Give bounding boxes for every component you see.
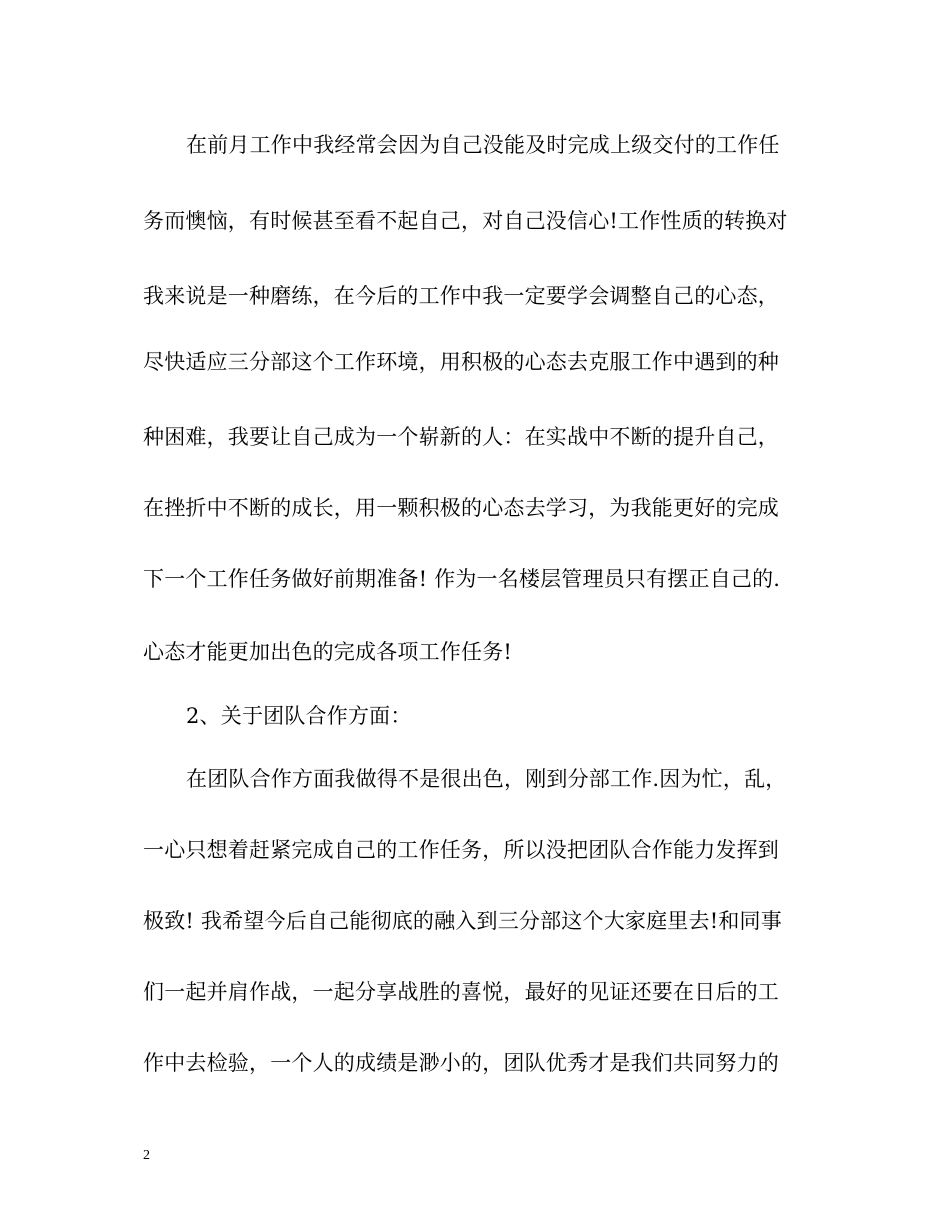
paragraph-line: 务而懊恼，有时候甚至看不起自己，对自己没信心!工作性质的转换对 — [143, 209, 788, 233]
page-number: 2 — [143, 1148, 150, 1163]
paragraph-line: 在团队合作方面我做得不是很出色，刚到分部工作.因为忙，乱， — [186, 767, 787, 791]
paragraph-line: 一心只想着赶紧完成自己的工作任务，所以没把团队合作能力发挥到 — [143, 838, 779, 862]
paragraph-line: 在挫折中不断的成长，用一颗积极的心态去学习，为我能更好的完成 — [143, 496, 779, 520]
paragraph-line: 作中去检验，一个人的成绩是渺小的，团队优秀才是我们共同努力的 — [143, 1051, 779, 1075]
paragraph-line: 种困难，我要让自己成为一个崭新的人：在实战中不断的提升自己， — [143, 425, 779, 449]
paragraph-line: 在前月工作中我经常会因为自己没能及时完成上级交付的工作任 — [186, 133, 780, 157]
paragraph-line: 心态才能更加出色的完成各项工作任务! — [143, 640, 513, 664]
paragraph-line: 极致! 我希望今后自己能彻底的融入到三分部这个大家庭里去!和同事 — [143, 909, 782, 933]
paragraph-line: 尽快适应三分部这个工作环境，用积极的心态去克服工作中遇到的种 — [143, 350, 779, 374]
paragraph-line: 们一起并肩作战，一起分享战胜的喜悦，最好的见证还要在日后的工 — [143, 980, 779, 1004]
section-heading: 2、关于团队合作方面： — [186, 704, 412, 728]
paragraph-line: 我来说是一种磨练，在今后的工作中我一定要学会调整自己的心态， — [143, 284, 779, 308]
paragraph-line: 下一个工作任务做好前期准备! 作为一名楼层管理员只有摆正自己的. — [143, 567, 781, 591]
